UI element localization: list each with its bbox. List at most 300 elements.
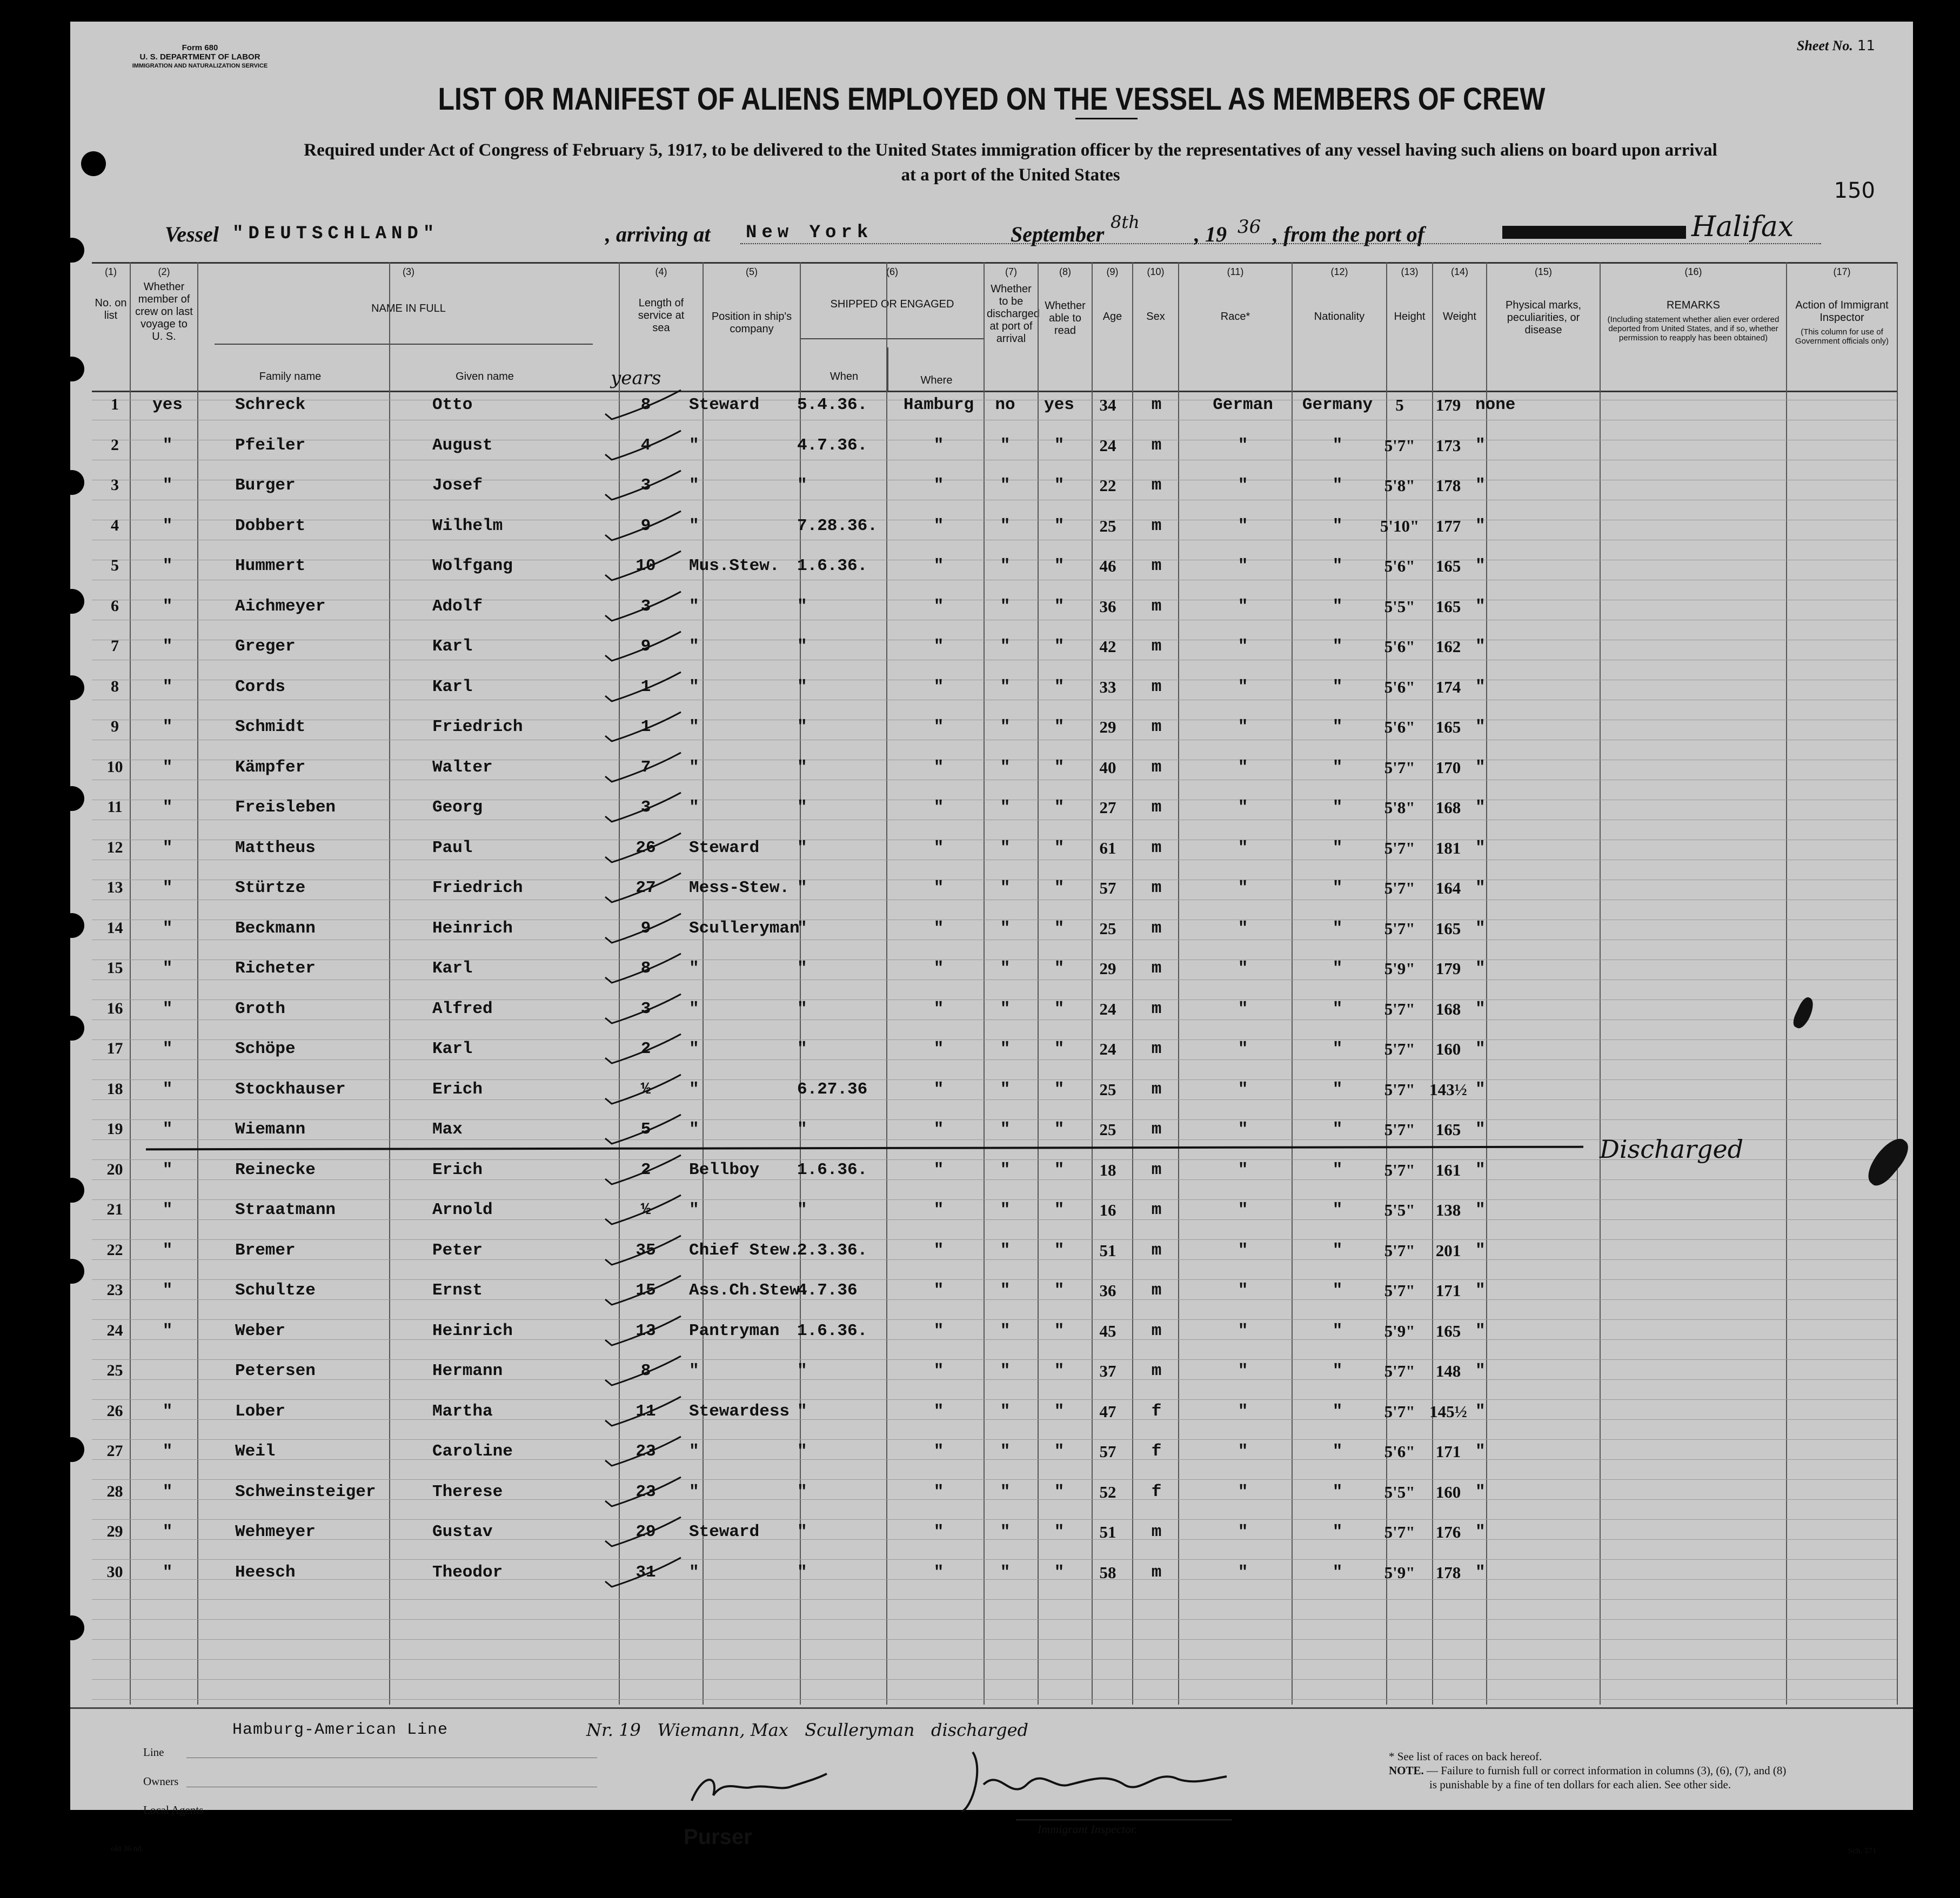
- cell-row-number: 16: [106, 999, 123, 1017]
- cell-age: 42: [1099, 637, 1116, 656]
- cell-family-name: Burger: [235, 476, 296, 495]
- cell-engaged-when: ": [797, 838, 807, 857]
- cell-row-number: 6: [111, 596, 119, 615]
- cell-race: ": [1237, 1401, 1248, 1421]
- cell-to-be-discharged: ": [1000, 1079, 1011, 1099]
- col-13-header: (13) Height: [1386, 264, 1432, 391]
- cell-height: 5'7": [1384, 1160, 1415, 1179]
- cell-position: Steward: [689, 838, 760, 857]
- table-row: [92, 953, 1897, 992]
- table-row: [92, 872, 1897, 912]
- year-suffix: 36: [1237, 216, 1261, 238]
- cell-able-to-read: ": [1054, 516, 1065, 535]
- cell-engaged-where: ": [933, 596, 944, 616]
- cell-age: 18: [1099, 1160, 1116, 1179]
- cell-engaged-where: ": [933, 1523, 944, 1541]
- cell-given-name: Hermann: [432, 1362, 503, 1380]
- cell-row-number: 27: [106, 1442, 123, 1460]
- cell-engaged-when: ": [797, 798, 807, 817]
- cell-service-years: 1: [640, 677, 651, 696]
- cell-height: 5'8": [1384, 798, 1415, 817]
- cell-position: Steward: [689, 1523, 760, 1541]
- cell-family-name: Hummert: [235, 556, 306, 575]
- inspector-label: Immigrant Inspector.: [1038, 1822, 1138, 1836]
- cell-position: Mess-Stew.: [689, 878, 790, 897]
- cell-given-name: Wilhelm: [432, 516, 503, 535]
- table-row: [92, 711, 1897, 751]
- cell-engaged-where: ": [933, 757, 944, 777]
- cell-nationality: ": [1332, 516, 1343, 535]
- cell-physical-marks: ": [1475, 435, 1486, 455]
- cell-row-number: 4: [111, 516, 119, 534]
- check-mark-icon: [600, 1271, 686, 1309]
- cell-sex: m: [1151, 1562, 1162, 1582]
- cell-height: 5'7": [1384, 878, 1415, 897]
- cell-to-be-discharged: ": [1000, 556, 1011, 575]
- from-port-label: , from the port of: [1273, 222, 1425, 246]
- cell-row-number: 22: [106, 1240, 123, 1259]
- cell-engaged-when: ": [797, 596, 807, 616]
- cell-last-voyage: ": [162, 1321, 173, 1340]
- cell-to-be-discharged: ": [1000, 1321, 1011, 1340]
- cell-row-number: 9: [111, 717, 119, 735]
- cell-engaged-where: ": [933, 1442, 944, 1461]
- year-prefix: , 19: [1194, 222, 1227, 246]
- cell-able-to-read: ": [1054, 1362, 1065, 1380]
- check-mark-icon: [600, 1070, 686, 1108]
- cell-position: ": [689, 516, 699, 535]
- cell-given-name: August: [432, 435, 493, 455]
- cell-able-to-read: ": [1054, 556, 1065, 575]
- cell-row-number: 11: [107, 798, 123, 816]
- cell-nationality: ": [1332, 476, 1343, 495]
- cell-engaged-where: ": [933, 878, 944, 897]
- cell-nationality: ": [1332, 1362, 1343, 1380]
- cell-able-to-read: ": [1054, 798, 1065, 817]
- cell-height: 5'7": [1384, 1362, 1415, 1380]
- cell-last-voyage: ": [162, 1120, 173, 1139]
- cell-service-years: 3: [640, 798, 651, 817]
- cell-height: 5'7": [1384, 1039, 1415, 1058]
- table-row: [92, 510, 1897, 550]
- cell-family-name: Schöpe: [235, 1039, 296, 1058]
- cell-position: ": [689, 1482, 699, 1501]
- cell-service-years: 9: [640, 637, 651, 656]
- cell-race: ": [1237, 677, 1248, 696]
- cell-age: 24: [1099, 1039, 1116, 1058]
- cell-physical-marks: ": [1475, 596, 1486, 616]
- cell-age: 46: [1099, 556, 1116, 575]
- cell-engaged-when: ": [797, 1120, 807, 1139]
- cell-able-to-read: ": [1054, 1240, 1065, 1260]
- cell-service-years: 3: [640, 999, 651, 1018]
- cell-position: Steward: [689, 395, 760, 414]
- cell-height: 5'6": [1384, 556, 1415, 575]
- cell-to-be-discharged: ": [1000, 476, 1011, 495]
- cell-able-to-read: ": [1054, 1482, 1065, 1501]
- cell-nationality: ": [1332, 1240, 1343, 1260]
- cell-nationality: ": [1332, 1523, 1343, 1541]
- cell-engaged-when: 2.3.36.: [797, 1240, 868, 1260]
- cell-sex: m: [1151, 878, 1162, 897]
- cell-to-be-discharged: ": [1000, 798, 1011, 817]
- cell-given-name: Max: [432, 1120, 463, 1139]
- col-3-header: (3) NAME IN FULL Family name Given name: [197, 264, 619, 391]
- cell-weight: 201: [1435, 1240, 1461, 1260]
- cell-engaged-where: ": [933, 556, 944, 575]
- cell-weight: 177: [1435, 516, 1461, 535]
- cell-height: 5'10": [1380, 516, 1420, 535]
- cell-given-name: Martha: [432, 1401, 493, 1421]
- check-mark-icon: [600, 949, 686, 987]
- cell-weight: 165: [1435, 918, 1461, 938]
- cell-service-years: 9: [640, 918, 651, 938]
- cell-sex: m: [1151, 637, 1162, 656]
- cell-position: ": [689, 757, 699, 777]
- cell-engaged-where: ": [933, 1039, 944, 1058]
- cell-weight: 165: [1435, 717, 1461, 736]
- cell-engaged-where: ": [933, 1362, 944, 1380]
- cell-age: 51: [1099, 1240, 1116, 1260]
- cell-engaged-when: ": [797, 1523, 807, 1541]
- cell-to-be-discharged: ": [1000, 1442, 1011, 1461]
- check-mark-icon: [600, 1030, 686, 1068]
- cell-able-to-read: ": [1054, 878, 1065, 897]
- cell-physical-marks: ": [1475, 516, 1486, 535]
- cell-age: 29: [1099, 717, 1116, 736]
- cell-weight: 165: [1435, 1321, 1461, 1340]
- cell-engaged-when: 6.27.36: [797, 1079, 868, 1099]
- cell-position: Ass.Ch.Stew.: [689, 1281, 810, 1300]
- cell-sex: m: [1151, 435, 1162, 455]
- cell-position: ": [689, 999, 699, 1018]
- cell-able-to-read: ": [1054, 1079, 1065, 1099]
- cell-family-name: Petersen: [235, 1362, 316, 1380]
- cell-sex: m: [1151, 1321, 1162, 1340]
- cell-physical-marks: ": [1475, 1562, 1486, 1582]
- inspector-signature: [951, 1747, 1232, 1822]
- handwritten-note: Nr. 19 Wiemann, Max Sculleryman discharged: [586, 1720, 1028, 1740]
- cell-sex: m: [1151, 1362, 1162, 1380]
- cell-engaged-when: ": [797, 878, 807, 897]
- grid-line: [1897, 262, 1898, 1705]
- cell-row-number: 14: [106, 918, 123, 937]
- cell-engaged-when: ": [797, 476, 807, 495]
- cell-family-name: Reinecke: [235, 1160, 316, 1179]
- cell-height: 5'7": [1384, 1240, 1415, 1260]
- cell-nationality: Germany: [1302, 395, 1373, 414]
- cell-sex: m: [1151, 1240, 1162, 1260]
- cell-given-name: Heinrich: [432, 918, 513, 938]
- table-row: [92, 1476, 1897, 1516]
- cell-service-years: 31: [636, 1562, 656, 1582]
- cell-engaged-when: ": [797, 1442, 807, 1461]
- cell-to-be-discharged: ": [1000, 918, 1011, 938]
- cell-to-be-discharged: ": [1000, 757, 1011, 777]
- cell-physical-marks: ": [1475, 1281, 1486, 1300]
- cell-height: 5'8": [1384, 476, 1415, 495]
- cell-weight: 170: [1435, 757, 1461, 777]
- cell-physical-marks: none: [1475, 395, 1516, 414]
- cell-physical-marks: ": [1475, 1039, 1486, 1058]
- table-row: [92, 430, 1897, 470]
- col-14-header: (14) Weight: [1432, 264, 1486, 391]
- cell-service-years: 23: [636, 1442, 656, 1461]
- cell-race: ": [1237, 1281, 1248, 1300]
- cell-last-voyage: ": [162, 918, 173, 938]
- check-mark-icon: [600, 386, 686, 424]
- cell-last-voyage: ": [162, 1200, 173, 1219]
- binder-hole: [59, 1437, 84, 1462]
- cell-family-name: Pfeiler: [235, 435, 306, 455]
- cell-able-to-read: ": [1054, 476, 1065, 495]
- cell-to-be-discharged: ": [1000, 999, 1011, 1018]
- cell-position: ": [689, 1442, 699, 1461]
- cell-height: 5'6": [1384, 637, 1415, 656]
- check-mark-icon: [600, 869, 686, 907]
- cell-physical-marks: ": [1475, 1523, 1486, 1541]
- cell-weight: 165: [1435, 1120, 1461, 1139]
- cell-sex: m: [1151, 1523, 1162, 1541]
- cell-family-name: Dobbert: [235, 516, 306, 535]
- cell-position: Bellboy: [689, 1160, 760, 1179]
- table-row: [92, 1436, 1897, 1476]
- cell-to-be-discharged: ": [1000, 878, 1011, 897]
- cell-engaged-where: ": [933, 1240, 944, 1260]
- cell-family-name: Mattheus: [235, 838, 316, 857]
- check-mark-icon: [600, 708, 686, 746]
- cell-service-years: 10: [636, 556, 656, 575]
- cell-to-be-discharged: ": [1000, 435, 1011, 455]
- cell-weight: 168: [1435, 999, 1461, 1018]
- cell-family-name: Schultze: [235, 1281, 316, 1300]
- cell-sex: m: [1151, 1160, 1162, 1179]
- cell-engaged-where: ": [933, 1562, 944, 1582]
- cell-row-number: 23: [106, 1281, 123, 1299]
- cell-service-years: 3: [640, 476, 651, 495]
- cell-family-name: Groth: [235, 999, 286, 1018]
- cell-last-voyage: ": [162, 1160, 173, 1179]
- cell-race: ": [1237, 1321, 1248, 1340]
- cell-last-voyage: ": [162, 1562, 173, 1582]
- stamp-number: 150: [1834, 178, 1875, 203]
- sheet-number-value: 11: [1857, 38, 1875, 54]
- cell-row-number: 20: [106, 1160, 123, 1178]
- cell-age: 27: [1099, 798, 1116, 817]
- cell-sex: m: [1151, 677, 1162, 696]
- cell-weight: 173: [1435, 435, 1461, 455]
- cell-engaged-where: ": [933, 1160, 944, 1179]
- where-header: Where: [887, 347, 985, 391]
- cell-age: 16: [1099, 1200, 1116, 1219]
- cell-last-voyage: ": [162, 798, 173, 817]
- table-row: [92, 913, 1897, 953]
- cell-last-voyage: ": [162, 1039, 173, 1058]
- cell-family-name: Schweinsteiger: [235, 1482, 376, 1501]
- table-row: [92, 550, 1897, 590]
- table-row: [92, 993, 1897, 1033]
- cell-weight: 143½: [1429, 1079, 1467, 1099]
- col-2-header: (2) Whether member of crew on last voyage to U. S.: [130, 264, 197, 391]
- cell-nationality: ": [1332, 596, 1343, 616]
- table-row: [92, 591, 1897, 631]
- binder-hole: [59, 675, 84, 700]
- cell-to-be-discharged: ": [1000, 1039, 1011, 1058]
- check-mark-icon: [600, 1473, 686, 1511]
- binder-hole: [59, 357, 84, 381]
- vessel-name: "DEUTSCHLAND": [232, 224, 439, 244]
- cell-engaged-where: ": [933, 918, 944, 938]
- cell-engaged-where: ": [933, 1200, 944, 1219]
- cell-age: 22: [1099, 476, 1116, 495]
- check-mark-icon: [600, 1553, 686, 1591]
- cell-engaged-when: ": [797, 757, 807, 777]
- ruled-line: [92, 1599, 1897, 1600]
- cell-physical-marks: ": [1475, 878, 1486, 897]
- col-7-header: (7) Whether to be discharged at port of arrival: [984, 264, 1038, 391]
- purser-label: Purser: [684, 1825, 752, 1849]
- cell-nationality: ": [1332, 677, 1343, 696]
- cell-position: Sculleryman: [689, 918, 800, 938]
- cell-to-be-discharged: ": [1000, 1523, 1011, 1541]
- cell-able-to-read: ": [1054, 1523, 1065, 1541]
- table-row: [92, 752, 1897, 792]
- cell-row-number: 12: [106, 838, 123, 856]
- cell-given-name: Walter: [432, 757, 493, 777]
- cell-height: 5'6": [1384, 677, 1415, 696]
- cell-nationality: ": [1332, 959, 1343, 978]
- table-row: [92, 792, 1897, 831]
- ruled-line: [92, 1619, 1897, 1620]
- cell-height: 5'6": [1384, 1442, 1415, 1461]
- cell-race: ": [1237, 757, 1248, 777]
- cell-last-voyage: ": [162, 435, 173, 455]
- cell-family-name: Wehmeyer: [235, 1523, 316, 1541]
- cell-physical-marks: ": [1475, 1482, 1486, 1501]
- arrival-month: September: [1011, 222, 1105, 246]
- cell-last-voyage: ": [162, 556, 173, 575]
- cell-nationality: ": [1332, 999, 1343, 1018]
- cell-given-name: Karl: [432, 637, 473, 656]
- note-text-2: is punishable by a fine of ten dollars for each alien. See other side.: [1429, 1778, 1731, 1791]
- cell-engaged-when: 1.6.36.: [797, 1321, 868, 1340]
- cell-age: 24: [1099, 999, 1116, 1018]
- family-name-header: Family name: [259, 371, 322, 383]
- cell-nationality: ": [1332, 878, 1343, 897]
- cell-service-years: 2: [640, 1039, 651, 1058]
- cell-engaged-when: ": [797, 918, 807, 938]
- cell-race: ": [1237, 717, 1248, 736]
- cell-family-name: Lober: [235, 1401, 286, 1421]
- cell-age: 24: [1099, 435, 1116, 455]
- cell-position: ": [689, 1039, 699, 1058]
- cell-able-to-read: ": [1054, 1281, 1065, 1300]
- check-mark-icon: [600, 426, 686, 464]
- cell-sex: m: [1151, 476, 1162, 495]
- cell-age: 57: [1099, 1442, 1116, 1461]
- col-12-header: (12) Nationality: [1292, 264, 1386, 391]
- cell-last-voyage: ": [162, 757, 173, 777]
- sheet-number-label: Sheet No.: [1796, 38, 1853, 53]
- cell-engaged-where: Hamburg: [903, 395, 974, 414]
- cell-able-to-read: ": [1054, 1401, 1065, 1421]
- cell-able-to-read: ": [1054, 1120, 1065, 1139]
- cell-last-voyage: ": [162, 1523, 173, 1541]
- cell-family-name: Cords: [235, 677, 286, 696]
- arrival-day: 8th: [1111, 212, 1140, 232]
- cell-service-years: 1: [640, 717, 651, 736]
- cell-age: 36: [1099, 1281, 1116, 1300]
- arriving-label: , arriving at: [605, 222, 711, 246]
- cell-engaged-when: ": [797, 637, 807, 656]
- cell-weight: 174: [1435, 677, 1461, 696]
- check-mark-icon: [600, 1231, 686, 1269]
- manifest-sheet: [70, 22, 1913, 1855]
- table-row: [92, 1235, 1897, 1275]
- redaction-mark: [1502, 226, 1686, 239]
- cell-sex: m: [1151, 596, 1162, 616]
- cell-weight: 164: [1435, 878, 1461, 897]
- cell-height: 5'5": [1384, 596, 1415, 616]
- cell-height: 5'7": [1384, 999, 1415, 1018]
- cell-physical-marks: ": [1475, 1160, 1486, 1179]
- cell-given-name: Therese: [432, 1482, 503, 1501]
- cell-height: 5'7": [1384, 757, 1415, 777]
- check-mark-icon: [600, 1432, 686, 1470]
- departure-port: Halifax: [1691, 211, 1794, 243]
- cell-sex: m: [1151, 1120, 1162, 1139]
- check-mark-icon: [600, 627, 686, 665]
- binder-hole: [59, 1615, 84, 1640]
- cell-physical-marks: ": [1475, 637, 1486, 656]
- cell-engaged-where: ": [933, 1120, 944, 1139]
- sheet-number-block: [1797, 38, 1875, 54]
- cell-nationality: ": [1332, 556, 1343, 575]
- cell-last-voyage: ": [162, 516, 173, 535]
- cell-given-name: Peter: [432, 1240, 483, 1260]
- cell-engaged-when: ": [797, 959, 807, 978]
- print-code: old 36 nd.: [111, 1845, 144, 1853]
- cell-to-be-discharged: ": [1000, 1120, 1011, 1139]
- cell-engaged-when: ": [797, 999, 807, 1018]
- cell-height: 5'7": [1384, 435, 1415, 455]
- cell-height: 5'5": [1384, 1482, 1415, 1501]
- check-mark-icon: [600, 1312, 686, 1350]
- discharged-remark: Discharged: [1600, 1135, 1744, 1164]
- cell-row-number: 29: [106, 1523, 123, 1540]
- cell-age: 37: [1099, 1362, 1116, 1380]
- cell-weight: 178: [1435, 1562, 1461, 1582]
- check-mark-icon: [600, 547, 686, 585]
- ruled-line: [92, 1659, 1897, 1660]
- cell-age: 25: [1099, 1120, 1116, 1139]
- col-8-header: (8) Whether able to read: [1038, 264, 1092, 391]
- col-17-header: (17) Action of Immigrant Inspector (This column for use of Government officials only): [1786, 264, 1897, 391]
- cell-weight: 162: [1435, 637, 1461, 656]
- cell-sex: m: [1151, 1200, 1162, 1219]
- cell-age: 25: [1099, 1079, 1116, 1099]
- cell-engaged-when: ": [797, 1362, 807, 1380]
- page-subtitle: [200, 138, 1821, 187]
- cell-physical-marks: ": [1475, 717, 1486, 736]
- cell-height: 5'7": [1384, 1120, 1415, 1139]
- title-underline: [1075, 118, 1138, 119]
- cell-race: ": [1237, 596, 1248, 616]
- cell-family-name: Aichmeyer: [235, 596, 326, 616]
- cell-sex: m: [1151, 798, 1162, 817]
- check-mark-icon: [600, 587, 686, 625]
- cell-engaged-when: ": [797, 1039, 807, 1058]
